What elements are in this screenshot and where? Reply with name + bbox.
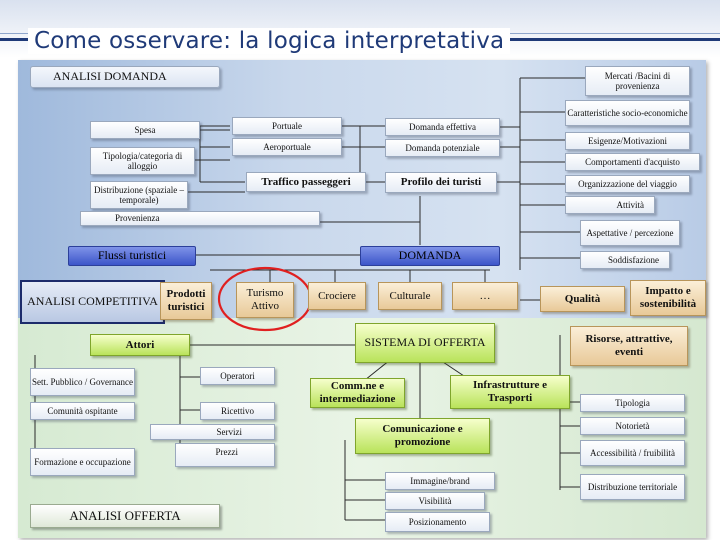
analisi-offerta-header: ANALISI OFFERTA [30, 504, 220, 528]
page-title: Come osservare: la logica interpretativa [28, 28, 510, 54]
immagine-box: Immagine/brand [385, 472, 495, 490]
culturale-box: Culturale [378, 282, 442, 310]
prezzi-box: Prezzi [175, 443, 275, 467]
comportamenti-box: Comportamenti d'acquisto [565, 153, 700, 171]
spesa-box: Spesa [90, 121, 200, 139]
aeroportuale-box: Aeroportuale [232, 138, 342, 156]
esigenze-box: Esigenze/Motivazioni [565, 132, 690, 150]
operatori-box: Operatori [200, 367, 275, 385]
portuale-box: Portuale [232, 117, 342, 135]
mercati-box: Mercati /Bacini di provenienza [585, 66, 690, 96]
servizi-box: Servizi [150, 424, 275, 440]
visibilita-box: Visibilità [385, 492, 485, 510]
analisi-competitiva-box [20, 280, 165, 324]
notorieta-box: Notorietà [580, 417, 685, 435]
prodotti-turistici-box: Prodotti turistici [160, 282, 212, 320]
provenienza-box: Provenienza [80, 211, 320, 226]
posizionamento-box: Posizionamento [385, 512, 490, 532]
impatto-box: Impatto e sostenibilità [630, 280, 706, 316]
soddisfazione-box: Soddisfazione [580, 251, 670, 269]
risorse-box: Risorse, attrattive, eventi [570, 326, 688, 366]
caratteristiche-box: Caratteristiche socio-economiche [565, 100, 690, 126]
domanda-effettiva-box: Domanda effettiva [385, 118, 500, 136]
profilo-turisti-box: Profilo dei turisti [385, 172, 497, 193]
turismo-attivo-box: Turismo Attivo [236, 282, 294, 318]
sistema-offerta-box: SISTEMA DI OFFERTA [355, 323, 495, 363]
distribuzione-territoriale-box: Distribuzione territoriale [580, 474, 685, 500]
tipologia-alloggio-box: Tipologia/categoria di alloggio [90, 147, 195, 175]
aspettative-box: Aspettative / percezione [580, 220, 680, 246]
domanda-bar: DOMANDA [360, 246, 500, 266]
commercializzazione-box: Comm.ne e intermediazione [310, 378, 405, 408]
ricettivo-box: Ricettivo [200, 402, 275, 420]
attori-box: Attori [90, 334, 190, 356]
analisi-competitiva-label: ANALISI COMPETITIVA [27, 294, 158, 309]
comunicazione-box: Comunicazione e promozione [355, 418, 490, 454]
tipologia-box: Tipologia [580, 394, 685, 412]
attivita-box: Attività [565, 196, 655, 214]
analisi-domanda-header: ANALISI DOMANDA [30, 66, 220, 88]
flussi-turistici-bar: Flussi turistici [68, 246, 196, 266]
accessibilita-box: Accessibilità / fruibilità [580, 440, 685, 466]
domanda-potenziale-box: Domanda potenziale [385, 139, 500, 157]
traffico-passeggeri-box: Traffico passeggeri [246, 172, 366, 192]
infrastrutture-box: Infrastrutture e Trasporti [450, 375, 570, 409]
qualita-box: Qualità [540, 286, 625, 312]
formazione-box: Formazione e occupazione [30, 448, 135, 476]
crociere-box: Crociere [308, 282, 366, 310]
organizzazione-box: Organizzazione del viaggio [565, 175, 690, 193]
other-products-box: … [452, 282, 518, 310]
comunita-box: Comunità ospitante [30, 402, 135, 420]
sett-pubblico-box: Sett. Pubblico / Governance [30, 368, 135, 396]
distribuzione-box: Distribuzione (spaziale – temporale) [90, 181, 188, 209]
